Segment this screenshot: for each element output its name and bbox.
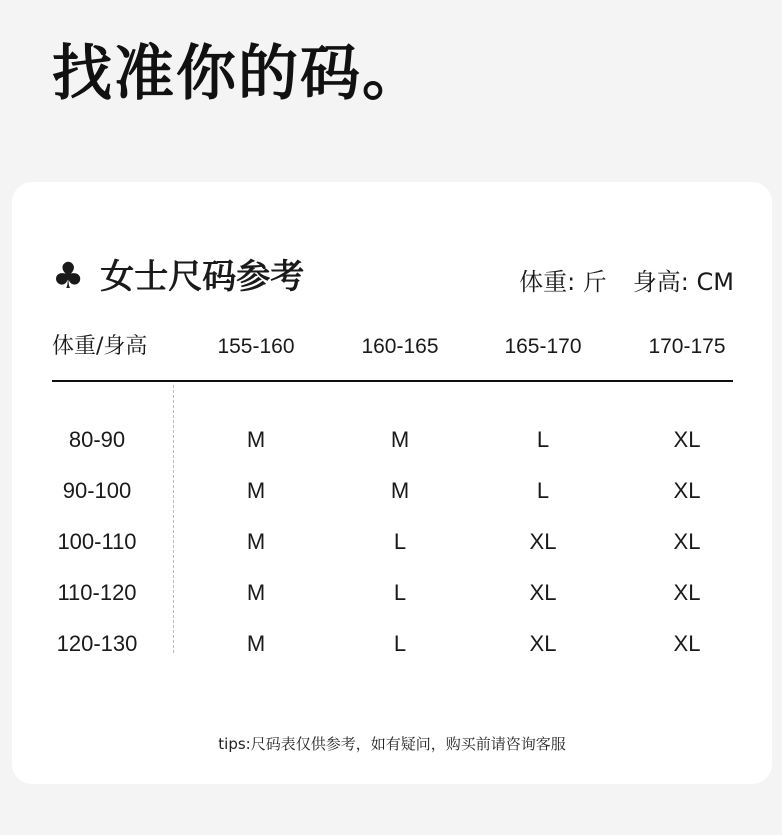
table-row (52, 624, 733, 675)
weight-range: 90-100 (62, 478, 132, 503)
weight-range: 100-110 (57, 529, 137, 554)
column-header: 160-165 (361, 335, 439, 358)
size-cell: L (536, 478, 550, 503)
size-cell: M (246, 478, 266, 503)
size-cell: XL (673, 427, 701, 452)
size-cell: L (393, 529, 407, 554)
page-headline: 找准你的码。 (52, 39, 424, 109)
column-header: 155-160 (217, 335, 295, 358)
corner-header: 体重/身高 (52, 334, 148, 359)
tips-note: tips:尺码表仅供参考，如有疑问，购买前请咨询客服 (218, 735, 566, 753)
size-cell: L (393, 631, 407, 656)
column-header: 170-175 (648, 335, 726, 358)
units-legend (519, 267, 734, 297)
header-divider (52, 380, 733, 382)
club-icon: ♣ (52, 256, 85, 297)
table-header-row (52, 330, 733, 364)
size-table-body (52, 420, 733, 675)
size-cell: XL (673, 631, 701, 656)
weight-range: 110-120 (57, 580, 137, 605)
size-chart-card (12, 182, 772, 784)
size-cell: M (246, 580, 266, 605)
table-row (52, 573, 733, 624)
chart-title-row (52, 257, 304, 297)
size-cell: M (246, 427, 266, 452)
table-row (52, 420, 733, 471)
weight-range: 120-130 (56, 631, 138, 656)
chart-title: 女士尺码参考 (100, 257, 305, 297)
size-cell: M (246, 529, 266, 554)
size-cell: XL (529, 631, 557, 656)
size-cell: XL (673, 580, 701, 605)
column-header: 165-170 (504, 335, 582, 358)
size-cell: XL (673, 478, 701, 503)
size-cell: XL (529, 580, 557, 605)
size-cell: L (393, 580, 407, 605)
size-cell: XL (673, 529, 701, 554)
table-row (52, 522, 733, 573)
table-row (52, 471, 733, 522)
weight-range: 80-90 (68, 427, 126, 452)
size-cell: XL (529, 529, 557, 554)
size-cell: L (536, 427, 550, 452)
size-cell: M (246, 631, 266, 656)
weight-unit-label: 体重: 斤 (519, 268, 607, 296)
size-cell: M (390, 427, 410, 452)
size-cell: M (390, 478, 410, 503)
height-unit-label: 身高: CM (632, 268, 734, 296)
